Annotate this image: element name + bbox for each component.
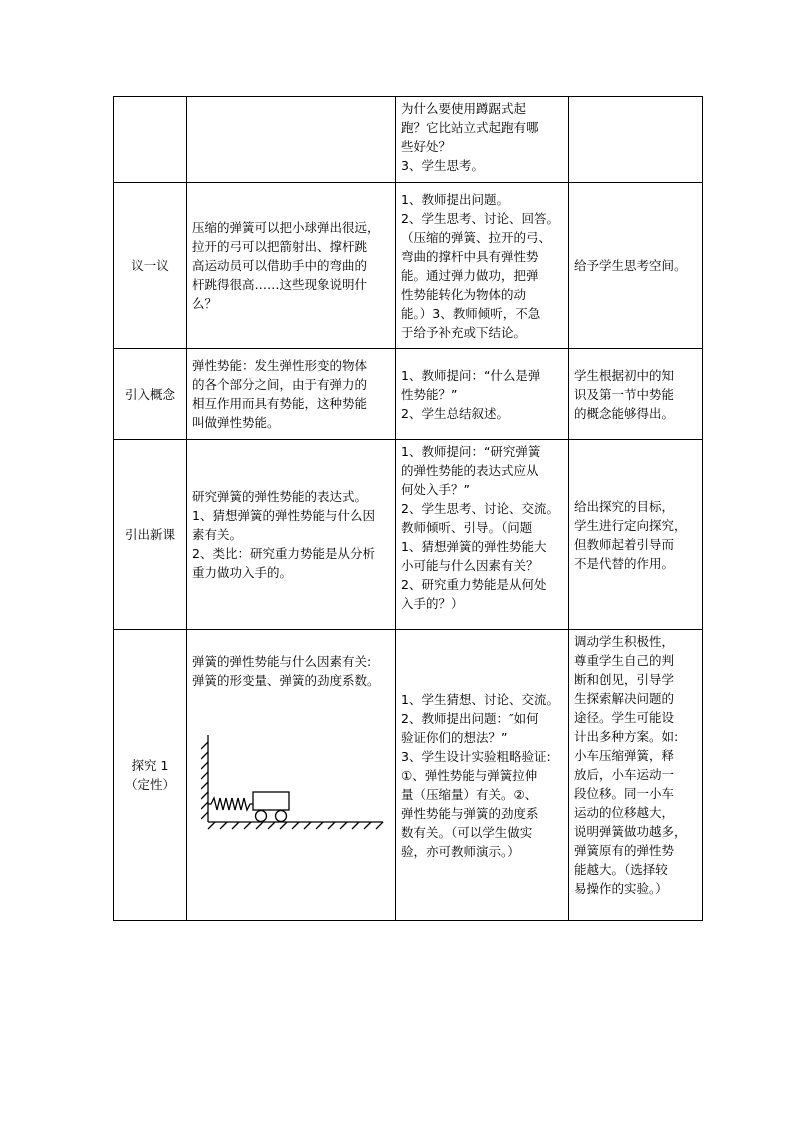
text-line: （压缩的弹簧、拉开的弓、 bbox=[401, 229, 552, 245]
intent-cell bbox=[569, 349, 703, 440]
stage-cell bbox=[114, 440, 187, 630]
text-line: 能越大。（选择较 bbox=[574, 862, 668, 877]
content-cell bbox=[187, 349, 396, 440]
text-line: 重力做功入手的。 bbox=[192, 565, 293, 580]
activity-cell bbox=[396, 630, 569, 921]
table-row bbox=[114, 97, 703, 183]
cart-wheel bbox=[256, 811, 267, 822]
text-line: 弹簧原有的弹性势 bbox=[574, 843, 675, 858]
text-line: 1、教师提出问题。 bbox=[401, 191, 509, 207]
text-line: 入手的？） bbox=[401, 596, 464, 611]
content-cell bbox=[187, 440, 396, 630]
spring-cart-diagram bbox=[201, 730, 386, 830]
text-line: 高运动员可以借助手中的弯曲的 bbox=[192, 258, 368, 273]
text-line: 说明弹簧做功越多， bbox=[574, 824, 687, 839]
text-line: 段位移。同一小车 bbox=[574, 786, 675, 801]
table-row bbox=[114, 440, 703, 630]
spring bbox=[208, 798, 253, 810]
content-cell bbox=[187, 183, 396, 349]
text-line: 的各个部分之间，由于有弹力的 bbox=[192, 377, 368, 392]
intent-cell bbox=[569, 183, 703, 349]
content-cell bbox=[187, 630, 396, 921]
text-line: 2、学生思考、讨论、回答。 bbox=[401, 210, 559, 226]
text-line: 么？ bbox=[192, 296, 218, 311]
text-line: 但教师起着引导而 bbox=[574, 536, 675, 552]
text-line: 途径。学生可能设 bbox=[574, 710, 675, 725]
text-line: 给予学生思考空间。 bbox=[574, 258, 687, 273]
text-line: 弹性势能与弹簧的劲度系 bbox=[401, 805, 539, 821]
text-line: 2、研究重力势能是从何处 bbox=[401, 577, 547, 592]
text-line: 性势能？” bbox=[401, 386, 458, 402]
stage-cell bbox=[114, 630, 187, 921]
text-line: 运动的位移越大， bbox=[574, 805, 675, 820]
text-line: 为什么要使用蹲踞式起 bbox=[401, 101, 527, 116]
text-line: 的弹性势能的表达式应从 bbox=[401, 463, 539, 478]
text-line: 1、教师提问：“什么是弹 bbox=[401, 367, 541, 383]
text-line: 跑？它比站立式起跑有哪 bbox=[401, 120, 539, 135]
text-line: 于给予补充或下结论。 bbox=[401, 324, 527, 340]
text-line: 验，亦可教师演示。） bbox=[401, 843, 520, 859]
activity-cell bbox=[396, 183, 569, 349]
text-line: 弯曲的撑杆中具有弹性势 bbox=[401, 248, 539, 264]
text-line: 素有关。 bbox=[192, 527, 243, 542]
text-line: 尊重学生自己的判 bbox=[574, 653, 675, 668]
stage-label: 探究 1 bbox=[131, 758, 169, 773]
text-line: 1、猜想弹簧的弹性势能与什么因 bbox=[192, 508, 375, 523]
text-line: 的概念能够得出。 bbox=[574, 405, 675, 421]
text-line: 叫做弹性势能。 bbox=[192, 415, 280, 430]
text-line: 2、类比：研究重力势能是从分析 bbox=[192, 546, 375, 561]
lesson-plan-table bbox=[113, 96, 703, 921]
text-line: 拉开的弓可以把箭射出、撑杆跳 bbox=[192, 239, 368, 254]
text-line: 小可能与什么因素有关？ bbox=[401, 558, 539, 573]
intent-cell bbox=[569, 440, 703, 630]
text-line: 研究弹簧的弹性势能的表达式。 bbox=[192, 489, 368, 504]
text-line: 计出多种方案。如: bbox=[574, 729, 679, 744]
stage-label: （定性） bbox=[124, 777, 175, 792]
table-row bbox=[114, 630, 703, 921]
text-line: 学生进行定向探究， bbox=[574, 517, 687, 533]
text-line: 易操作的实验。） bbox=[574, 881, 668, 896]
text-line: 性势能转化为物体的动 bbox=[401, 286, 527, 302]
stage-label: 议一议 bbox=[131, 258, 169, 273]
content-text bbox=[192, 652, 390, 690]
stage-cell bbox=[114, 183, 187, 349]
text-line: 2、学生思考、讨论、交流。 bbox=[401, 501, 559, 516]
text-line: 给出探究的目标， bbox=[574, 498, 675, 514]
cart-body bbox=[253, 792, 289, 810]
text-line: 生探索解决问题的 bbox=[574, 691, 675, 706]
text-line: 2、学生总结叙述。 bbox=[401, 405, 509, 421]
text-line: 数有关。（可以学生做实 bbox=[401, 824, 533, 840]
text-line: 1、猜想弹簧的弹性势能大 bbox=[401, 539, 547, 554]
table-row bbox=[114, 349, 703, 440]
activity-cell bbox=[396, 440, 569, 630]
text-line: 调动学生积极性， bbox=[574, 634, 675, 649]
text-line: 不是代替的作用。 bbox=[574, 555, 675, 571]
text-line: 何处入手？” bbox=[401, 482, 470, 497]
text-line: 1、教师提问：“研究弹簧 bbox=[401, 444, 541, 459]
text-line: 识及第一节中势能 bbox=[574, 386, 675, 402]
text-line: 教师倾听、引导。（问题 bbox=[401, 520, 533, 535]
text-line: 断和创见，引导学 bbox=[574, 672, 675, 687]
text-line: 能。）3、教师倾听，不急 bbox=[401, 305, 541, 321]
text-line: 3、学生思考。 bbox=[401, 158, 484, 173]
intent-cell bbox=[569, 630, 703, 921]
text-line: 杆跳得很高……这些现象说明什 bbox=[192, 277, 368, 292]
stage-cell bbox=[114, 97, 187, 183]
text-line: 压缩的弹簧可以把小球弹出很远， bbox=[192, 220, 380, 235]
text-line: 学生根据初中的知 bbox=[574, 367, 675, 383]
text-line: 放后，小车运动一 bbox=[574, 767, 675, 782]
intent-cell bbox=[569, 97, 703, 183]
cart-wheel bbox=[276, 811, 287, 822]
stage-label: 引入概念 bbox=[124, 386, 175, 402]
stage-cell bbox=[114, 349, 187, 440]
text-line: 验证你们的想法？” bbox=[401, 729, 508, 745]
floor-hatching bbox=[208, 822, 383, 829]
text-line: 弹性势能：发生弹性形变的物体 bbox=[192, 358, 368, 373]
content-cell bbox=[187, 97, 396, 183]
stage-label: 引出新课 bbox=[124, 527, 175, 542]
table-row bbox=[114, 183, 703, 349]
text-line: 些好处？ bbox=[401, 139, 452, 154]
activity-cell bbox=[396, 349, 569, 440]
text-line: 弹簧的形变量、弹簧的劲度系数。 bbox=[192, 673, 380, 688]
text-line: 1、学生猜想、讨论、交流。 bbox=[401, 691, 559, 707]
text-line: 相互作用而具有势能，这种势能 bbox=[192, 396, 368, 411]
activity-cell bbox=[396, 97, 569, 183]
text-line: 量（压缩量）有关。②、 bbox=[401, 786, 538, 802]
wall-hatching bbox=[201, 742, 208, 819]
text-line: 弹簧的弹性势能与什么因素有关: bbox=[192, 654, 372, 669]
text-line: 能。通过弹力做功，把弹 bbox=[401, 267, 539, 283]
text-line: 3、学生设计实验粗略验证: bbox=[401, 748, 551, 764]
text-line: 小车压缩弹簧，释 bbox=[574, 748, 675, 763]
text-line: ①、弹性势能与弹簧拉伸 bbox=[401, 767, 538, 783]
text-line: 2、教师提出问题：″如何 bbox=[401, 710, 539, 726]
